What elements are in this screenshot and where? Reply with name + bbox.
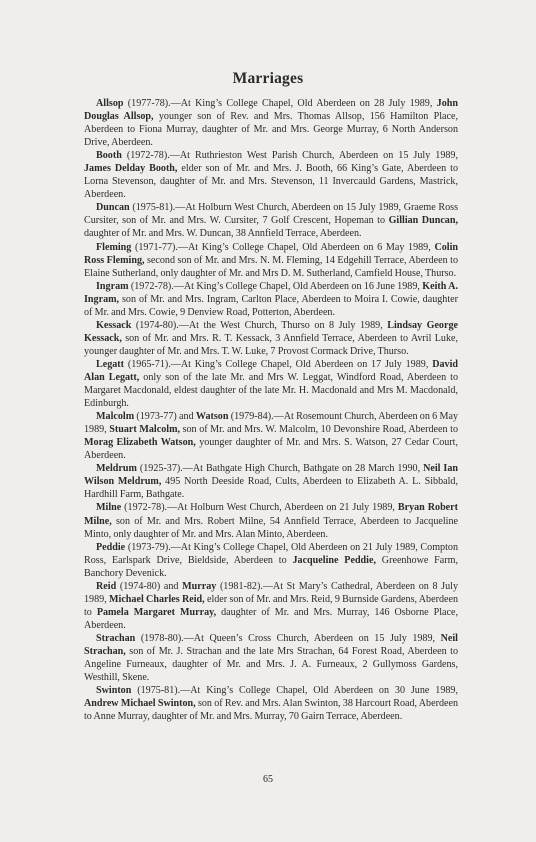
entry-name: John Douglas Allsop, bbox=[84, 98, 458, 123]
entry-name: Pamela Margaret Murray, bbox=[96, 606, 217, 618]
entry-text: 495 North Deeside Road, Cults, Aberdeen to Elizabeth A. L. Sibbald, Hardhill Farm, Bathgate. bbox=[84, 476, 458, 501]
entry-name: Neil Ian Wilson Meldrum, bbox=[84, 463, 458, 488]
marriage-entry bbox=[84, 580, 458, 632]
marriage-entry bbox=[84, 410, 458, 462]
entry-text: only son of the late Mr. and Mrs W. Leggat, Windford Road, Aberdeen to Margaret Macdonald, eldest daughter of the late Mr. H. Macdonald and Mrs M. Macdonald, Edinburgh. bbox=[84, 371, 458, 410]
entry-text: (1975-81).—At Holburn West Church, Aberdeen on 15 July 1989, Graeme Ross Cursiter, son of Mr. and Mrs. W. Cursiter, 7 Golf Crescent, Hopeman to bbox=[84, 202, 458, 227]
entry-name: Reid bbox=[96, 580, 117, 592]
marriage-entries bbox=[84, 97, 458, 723]
entry-name: Stuart Malcolm, bbox=[109, 424, 180, 436]
entry-text: elder son of Mr. and Mrs. J. Booth, 66 King’s Gate, Aberdeen to Lorna Stevenson, daughter of Mr. and Mrs. Stevenson, 11 Invercauld Gardens, Mastrick, Aberdeen. bbox=[84, 163, 458, 201]
entry-text: (1972-78).—At Ruthrieston West Parish Church, Aberdeen on 15 July 1989, bbox=[121, 150, 458, 162]
entry-text: daughter of Mr. and Mrs. W. Duncan, 38 Annfield Terrace, Aberdeen. bbox=[84, 228, 362, 240]
entry-name: Colin Ross Fleming, bbox=[84, 241, 458, 266]
entry-name: Lindsay George Kessack, bbox=[84, 319, 458, 344]
entry-name: Booth bbox=[96, 150, 122, 162]
entry-text: (1979-84).—At Rosemount Church, Aberdeen on 6 May 1989, bbox=[84, 411, 459, 436]
entry-name: Fleming bbox=[96, 241, 132, 253]
entry-name: Meldrum bbox=[96, 463, 137, 475]
entry-text: younger daughter of Mr. and Mrs. S. Watson, 27 Cedar Court, Aberdeen. bbox=[84, 437, 459, 462]
entry-text: daughter of Mr. and Mrs. Murray, 146 Osborne Place, Aberdeen. bbox=[84, 606, 458, 631]
entry-name: Duncan bbox=[96, 202, 130, 214]
entry-name: Malcolm bbox=[96, 411, 135, 423]
entry-name: Gillian Duncan, bbox=[388, 215, 458, 227]
entry-name: Swinton bbox=[96, 685, 132, 697]
entry-text: younger son of Rev. and Mrs. Thomas Allsop, 156 Hamilton Place, Aberdeen to Fiona Murray, daughter of Mr. and Mrs. George Murray, 6 North Anderson Drive, Aberdeen. bbox=[84, 111, 459, 149]
marriage-entry bbox=[84, 280, 458, 319]
entry-name: Bryan Robert Milne, bbox=[84, 502, 459, 527]
entry-text: elder son of Mr. and Mrs. Reid, 9 Burnside Gardens, Aberdeen to bbox=[84, 593, 458, 618]
page-title: Marriages bbox=[232, 70, 304, 87]
entry-name: Milne bbox=[96, 502, 122, 514]
marriage-entry bbox=[84, 201, 458, 240]
marriage-entry bbox=[84, 97, 458, 149]
entry-text: (1973-79).—At King’s College Chapel, Old Aberdeen on 21 July 1989, Compton Ross, Earlspark Drive, Bieldside, Aberdeen to bbox=[84, 541, 458, 566]
marriage-entry bbox=[84, 358, 458, 410]
entry-text: son of Mr. J. Strachan and the late Mrs Strachan, 64 Forest Road, Aberdeen to Angeline Furneaux, daughter of Mr. and Mrs. J. A. Furneaux, 2 Gullymoss Gardens, Westhill, Skene. bbox=[84, 645, 458, 684]
entry-text: son of Mr. and Mrs. R. T. Kessack, 3 Annfield Terrace, Aberdeen to Avril Luke, younger daughter of Mr. and Mrs. T. W. Luke, 7 Provost Cormack Drive, Thurso. bbox=[84, 332, 458, 357]
entry-name: Andrew Michael Swinton, bbox=[84, 698, 196, 710]
page-number: 65 bbox=[263, 774, 273, 785]
entry-text: (1974-80).—At the West Church, Thurso on 8 July 1989, bbox=[131, 319, 388, 331]
entry-name: Jacqueline Peddie, bbox=[292, 554, 376, 566]
marriage-entry bbox=[84, 541, 458, 580]
entry-name: Murray bbox=[182, 580, 217, 592]
entry-name: Peddie bbox=[96, 541, 126, 553]
entry-text: (1971-77).—At King’s College Chapel, Old Aberdeen on 6 May 1989, bbox=[131, 241, 435, 253]
entry-text: Greenhowe Farm, Banchory Devenick. bbox=[84, 554, 458, 579]
entry-text: (1972-78).—At King’s College Chapel, Old Aberdeen on 16 June 1989, bbox=[128, 280, 423, 292]
entry-text: (1981-82).—At St Mary’s Cathedral, Aberdeen on 8 July 1989, bbox=[84, 580, 459, 605]
entry-name: David Alan Legatt, bbox=[84, 358, 458, 383]
marriage-entry bbox=[84, 149, 458, 201]
marriage-entry bbox=[84, 632, 458, 684]
entry-name: Kessack bbox=[96, 319, 132, 331]
entry-text: (1965-71).—At King’s College Chapel, Old Aberdeen on 17 July 1989, bbox=[124, 358, 433, 370]
entry-text: second son of Mr. and Mrs. N. M. Fleming, 14 Edgehill Terrace, Aberdeen to Elaine Sutherland, only daughter of Mr. and Mrs D. M. Sutherland, Camfield House, Thurso. bbox=[84, 254, 458, 279]
entry-name: Legatt bbox=[96, 358, 125, 370]
entry-text: (1974-80) and bbox=[116, 580, 183, 592]
entry-text: (1925-37).—At Bathgate High Church, Bathgate on 28 March 1990, bbox=[136, 463, 424, 475]
entry-name: James Delday Booth, bbox=[84, 163, 178, 175]
entry-text: (1975-81).—At King’s College Chapel, Old Aberdeen on 30 June 1989, bbox=[131, 685, 458, 697]
marriage-entry bbox=[84, 319, 458, 358]
entry-text: (1972-78).—At Holburn West Church, Aberdeen on 21 July 1989, bbox=[121, 502, 398, 514]
entry-text: son of Rev. and Mrs. Alan Swinton, 38 Harcourt Road, Aberdeen to Anne Murray, daughter of Mr. and Mrs. Murray, 70 Gairn Terrace, Aberdeen. bbox=[84, 698, 458, 723]
entry-text: son of Mr. and Mrs. W. Malcolm, 10 Devonshire Road, Aberdeen to bbox=[180, 424, 458, 436]
marriage-entry bbox=[84, 684, 458, 723]
marriage-entry bbox=[84, 462, 458, 501]
entry-name: Ingram bbox=[96, 280, 129, 292]
entry-name: Watson bbox=[195, 411, 229, 423]
entry-text: (1973-77) and bbox=[134, 411, 196, 423]
entry-name: Keith A. Ingram, bbox=[84, 280, 458, 305]
marriage-entry bbox=[84, 501, 458, 540]
entry-text: (1977-78).—At King’s College Chapel, Old Aberdeen on 28 July 1989, bbox=[123, 98, 437, 109]
marriage-entry bbox=[84, 241, 458, 280]
entry-name: Strachan bbox=[96, 632, 136, 644]
entry-text: son of Mr. and Mrs. Ingram, Carlton Place, Aberdeen to Moira I. Cowie, daughter of Mr. and Mrs. Cowie, 9 Denview Road, Potterton, Aberdeen. bbox=[84, 293, 458, 318]
entry-text: son of Mr. and Mrs. Robert Milne, 54 Annfield Terrace, Aberdeen to Jacqueline Minto, only daughter of Mr. and Mrs. Alan Minto, Aberdeen. bbox=[84, 515, 458, 540]
entry-name: Allsop bbox=[96, 98, 124, 109]
entry-name: Morag Elizabeth Watson, bbox=[84, 437, 196, 449]
entry-name: Michael Charles Reid, bbox=[109, 593, 205, 605]
entry-name: Neil Strachan, bbox=[84, 632, 458, 657]
entry-text: (1978-80).—At Queen’s Cross Church, Aberdeen on 15 July 1989, bbox=[135, 632, 441, 644]
